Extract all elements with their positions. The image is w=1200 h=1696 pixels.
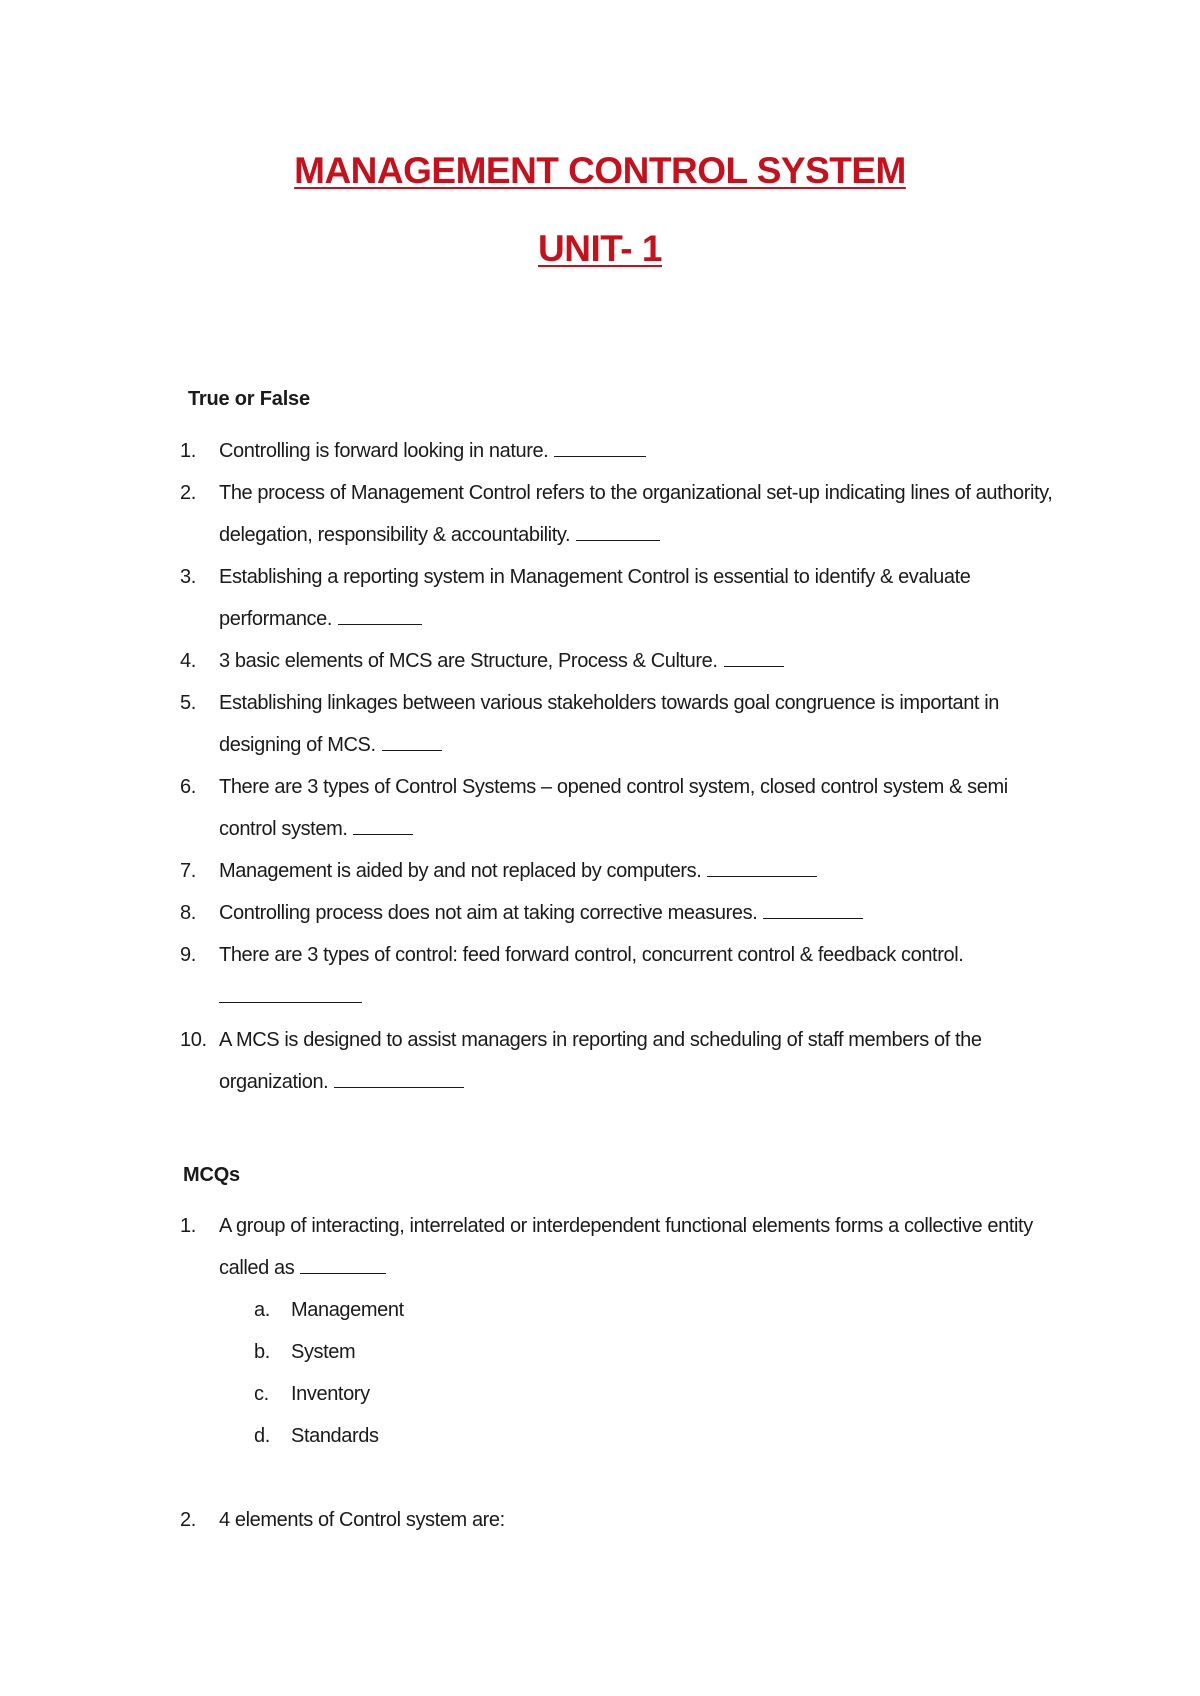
answer-blank [763, 898, 863, 919]
item-number: 10. [180, 1029, 207, 1051]
list-item [0, 1205, 1200, 1457]
item-number: 8. [180, 902, 196, 924]
list-item [0, 430, 1200, 472]
option-d [0, 1415, 1200, 1457]
option-letter: a. [254, 1299, 270, 1321]
answer-blank [338, 604, 422, 625]
option-text: Inventory [291, 1383, 370, 1405]
list-item [0, 892, 1200, 934]
item-number: 5. [180, 692, 196, 714]
option-letter: c. [254, 1383, 269, 1405]
answer-blank [300, 1253, 386, 1274]
list-item [0, 766, 1200, 850]
item-text: Establishing a reporting system in Management Control is essential to identify & evaluate performance. [219, 566, 971, 630]
list-item [0, 472, 1200, 556]
item-number: 7. [180, 860, 196, 882]
item-number: 1. [180, 440, 196, 462]
option-letter: b. [254, 1341, 270, 1363]
mcqs-heading: MCQs [183, 1164, 240, 1186]
item-number: 1. [180, 1215, 196, 1237]
document-title: MANAGEMENT CONTROL SYSTEM [294, 150, 906, 191]
question-text: A group of interacting, interrelated or interdependent functional elements forms a collective entity called as [219, 1215, 1033, 1279]
answer-options [0, 1289, 1200, 1457]
unit-heading: UNIT- 1 [538, 228, 662, 269]
option-a [0, 1289, 1200, 1331]
answer-blank [554, 436, 646, 457]
list-item [0, 556, 1200, 640]
item-text: Controlling process does not aim at taking corrective measures. [219, 902, 758, 924]
item-text: Controlling is forward looking in nature. [219, 440, 549, 462]
true-false-list [0, 430, 1200, 1103]
item-text: Establishing linkages between various stakeholders towards goal congruence is important in designing of MCS. [219, 692, 1000, 756]
item-number: 2. [180, 482, 196, 504]
option-letter: d. [254, 1425, 270, 1447]
true-false-heading: True or False [188, 388, 310, 410]
answer-blank [576, 520, 660, 541]
answer-blank [707, 856, 817, 877]
question-text: 4 elements of Control system are: [219, 1509, 505, 1531]
list-item [0, 640, 1200, 682]
item-text: There are 3 types of control: feed forward control, concurrent control & feedback control. [219, 944, 964, 966]
answer-blank [353, 814, 413, 835]
item-number: 9. [180, 944, 196, 966]
option-b [0, 1331, 1200, 1373]
item-text: Management is aided by and not replaced by computers. [219, 860, 702, 882]
item-text: The process of Management Control refers to the organizational set-up indicating lines of authority, delegation, responsibility & accountability. [219, 482, 1053, 546]
answer-blank [334, 1067, 464, 1088]
answer-blank [219, 972, 362, 1003]
list-item [0, 934, 1200, 1003]
option-text: System [291, 1341, 356, 1363]
item-number: 6. [180, 776, 196, 798]
item-text: A MCS is designed to assist managers in reporting and scheduling of staff members of the organization. [219, 1029, 982, 1093]
answer-blank [382, 730, 442, 751]
item-number: 2. [180, 1509, 196, 1531]
item-text: There are 3 types of Control Systems – opened control system, closed control system & semi control system. [219, 776, 1008, 840]
item-number: 3. [180, 566, 196, 588]
list-item [0, 850, 1200, 892]
item-number: 4. [180, 650, 196, 672]
item-text: 3 basic elements of MCS are Structure, Process & Culture. [219, 650, 718, 672]
list-item [0, 1019, 1200, 1103]
option-text: Management [291, 1299, 404, 1321]
option-c [0, 1373, 1200, 1415]
list-item [0, 1499, 1200, 1541]
answer-blank [724, 646, 784, 667]
option-text: Standards [291, 1425, 379, 1447]
list-item [0, 682, 1200, 766]
mcq-list [0, 1205, 1200, 1541]
